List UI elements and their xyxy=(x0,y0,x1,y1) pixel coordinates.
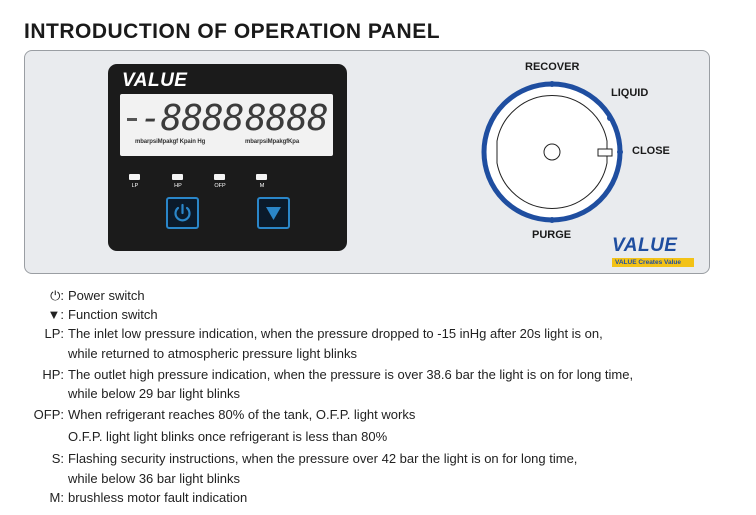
lcd-minus-segment xyxy=(127,118,137,121)
legend-key-lp: LP: xyxy=(44,326,64,341)
legend-text: Flashing security instructions, when the pressure over 42 bar the light is on for long time, xyxy=(68,451,578,466)
legend-key-power: ⏻: xyxy=(50,288,64,303)
legend-key-m: M: xyxy=(49,490,64,505)
legend-row-cont xyxy=(0,344,756,364)
dial-marker-close xyxy=(617,149,623,155)
led-lp xyxy=(129,174,140,180)
legend-text: Power switch xyxy=(68,288,145,303)
legend-row-cont xyxy=(0,384,756,404)
lcd-units-right: mbarpsiMpakgfKpa xyxy=(245,139,300,145)
legend-row xyxy=(0,305,756,325)
brand-logo: VALUE xyxy=(612,235,678,256)
led-label-m: M xyxy=(259,183,265,189)
dial-marker-liquid xyxy=(607,115,613,121)
led-ofp xyxy=(214,174,225,180)
led-m xyxy=(256,174,267,180)
legend-text: Function switch xyxy=(68,307,158,322)
legend-text-cont: while below 29 bar light blinks xyxy=(68,386,240,401)
legend-text: The inlet low pressure indication, when the pressure dropped to -15 inHg after 20s light is on, xyxy=(68,326,603,341)
display-logo: VALUE xyxy=(122,70,188,91)
indicator-leds xyxy=(108,174,347,194)
dial-marker-purge xyxy=(549,217,555,223)
legend-text-cont: while returned to atmospheric pressure light blinks xyxy=(68,346,358,361)
lcd-units-left: mbarpsiMpakgf Kpain Hg xyxy=(135,139,206,145)
valve-dial[interactable] xyxy=(470,70,630,230)
dial-marker-recover xyxy=(549,81,555,87)
legend-key-ofp: OFP: xyxy=(33,407,64,422)
led-label-lp: LP xyxy=(131,183,139,189)
legend-text-cont: O.F.P. light light blinks once refrigerant is less than 80% xyxy=(68,429,388,444)
legend-row-cont xyxy=(0,427,756,447)
brand-block xyxy=(612,235,694,267)
control-display xyxy=(108,64,347,251)
dial-label-close: CLOSE xyxy=(632,145,670,157)
power-button[interactable] xyxy=(166,197,199,229)
dial-label-purge: PURGE xyxy=(532,229,572,241)
dial-label-liquid: LIQUID xyxy=(611,87,649,99)
legend-key-s: S: xyxy=(51,451,64,466)
brand-tagline: VALUE Creates Value xyxy=(612,258,694,267)
lcd-digits-right: 8888 xyxy=(245,98,328,139)
down-triangle-icon xyxy=(259,199,288,227)
legend-key-hp: HP: xyxy=(42,367,64,382)
legend-text: brushless motor fault indication xyxy=(68,490,248,505)
legend-text: The outlet high pressure indication, when the pressure is over 38.6 bar the light is on for long time, xyxy=(68,367,634,382)
legend-row xyxy=(0,365,756,385)
legend-row xyxy=(0,488,756,508)
page-title: INTRODUCTION OF OPERATION PANEL xyxy=(24,20,441,43)
lcd-digits-left: -8888 xyxy=(140,98,244,139)
legend-text-cont: while below 36 bar light blinks xyxy=(68,471,240,486)
dial-pointer xyxy=(598,149,612,156)
legend-row xyxy=(0,405,756,425)
dial-label-recover: RECOVER xyxy=(525,61,580,73)
legend-key-function: ▼: xyxy=(47,307,64,322)
led-label-ofp: OFP xyxy=(214,183,226,189)
lcd-screen xyxy=(120,94,333,156)
function-button[interactable] xyxy=(257,197,290,229)
led-hp xyxy=(172,174,183,180)
dial-knob[interactable] xyxy=(497,96,607,209)
power-icon xyxy=(168,199,197,227)
legend-row xyxy=(0,286,756,306)
led-label-hp: HP xyxy=(174,183,182,189)
legend-text: When refrigerant reaches 80% of the tank, O.F.P. light works xyxy=(68,407,416,422)
legend-row xyxy=(0,449,756,469)
legend-row xyxy=(0,324,756,344)
legend-row-cont xyxy=(0,469,756,489)
